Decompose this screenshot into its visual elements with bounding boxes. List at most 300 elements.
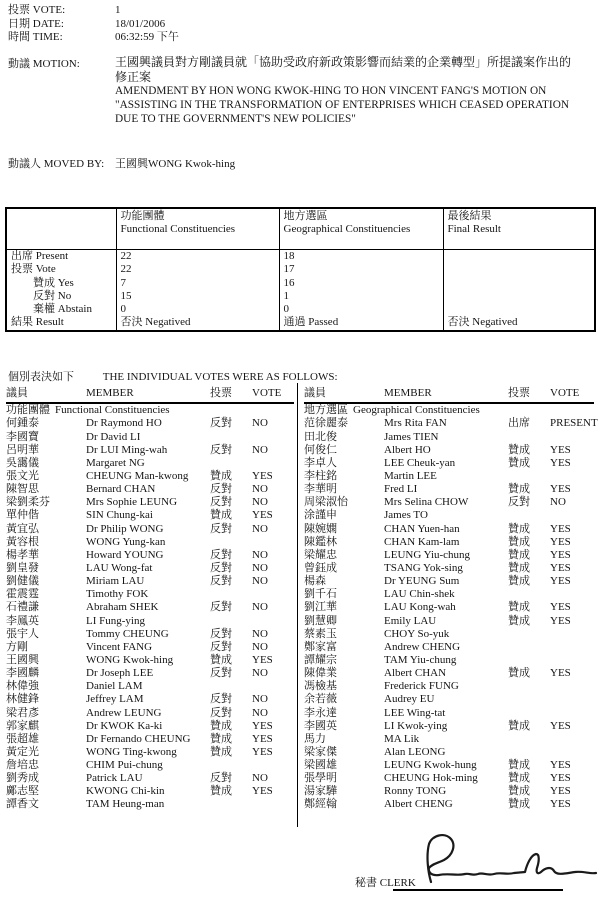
member-vote-en: YES [550, 535, 571, 548]
member-vote-zh: 贊成 [210, 469, 232, 482]
member-row [304, 654, 594, 667]
motion-block [8, 55, 588, 126]
member-name-en: Miriam LAU [86, 575, 145, 588]
member-vote-en [550, 746, 594, 759]
member-name-zh: 梁國雄 [304, 759, 337, 772]
member-row [6, 707, 294, 720]
member-row [304, 733, 594, 746]
member-name-en: CHEUNG Hok-ming [384, 772, 478, 785]
member-vote-zh: 贊成 [210, 653, 232, 666]
member-vote-zh [508, 733, 550, 746]
member-vote-en: YES [550, 443, 571, 456]
member-name-en: Audrey EU [384, 693, 435, 706]
member-name-zh: 詹培忠 [6, 759, 39, 772]
member-name-zh: 劉秀成 [6, 772, 39, 785]
member-name-en: Albert CHAN [384, 667, 447, 680]
member-name-zh: 何鍾泰 [6, 417, 39, 430]
member-row [6, 628, 294, 641]
member-name-en: LAU Wong-fat [86, 561, 153, 574]
summary-row-label: 棄權 Abstain [6, 303, 116, 316]
geographical-column-header [304, 387, 594, 404]
member-vote-zh: 贊成 [508, 719, 530, 732]
member-row [6, 720, 294, 733]
member-name-en: CHEUNG Man-kwong [86, 469, 189, 482]
member-vote-zh: 贊成 [508, 548, 530, 561]
member-name-zh: 李國麟 [6, 667, 39, 680]
member-name-en: Frederick FUNG [384, 680, 459, 693]
vote-number-label: 投票 VOTE: [8, 4, 66, 16]
member-name-en: LEUNG Yiu-chung [384, 548, 471, 561]
member-name-zh: 譚耀宗 [304, 653, 337, 666]
member-name-zh: 梁家傑 [304, 745, 337, 758]
member-vote-en: NO [252, 706, 268, 719]
member-row [304, 628, 594, 641]
member-name-en: WONG Ting-kwong [86, 745, 177, 758]
member-vote-en: YES [550, 483, 571, 496]
member-name-zh: 陳智思 [6, 483, 39, 496]
member-vote-zh: 反對 [210, 627, 232, 640]
member-header-en: MEMBER [86, 387, 134, 399]
member-name-en: Mrs Selina CHOW [384, 496, 469, 509]
member-name-en: Martin LEE [384, 469, 437, 482]
member-row [6, 641, 294, 654]
member-vote-en: NO [252, 496, 268, 509]
member-vote-en: YES [252, 719, 273, 732]
member-row [6, 746, 294, 759]
member-vote-zh [508, 654, 550, 667]
member-row [304, 444, 594, 457]
functional-member-rows [6, 417, 294, 811]
member-name-en: TSANG Yok-sing [384, 561, 463, 574]
time-row [8, 31, 568, 45]
member-vote-en: YES [252, 745, 273, 758]
member-name-zh: 陳偉業 [304, 667, 337, 680]
member-row [6, 588, 294, 601]
member-name-zh: 張宇人 [6, 627, 39, 640]
date-value: 18/01/2006 [115, 17, 166, 30]
summary-final-value: 否決 Negatived [443, 316, 595, 330]
member-name-zh: 吳靄儀 [6, 456, 39, 469]
member-vote-en: YES [550, 667, 571, 680]
member-vote-zh [210, 536, 252, 549]
summary-header-functional [116, 208, 279, 250]
member-name-zh: 林偉強 [6, 680, 39, 693]
member-vote-en: NO [252, 693, 268, 706]
member-name-en: LEUNG Kwok-hung [384, 759, 477, 772]
member-vote-zh: 反對 [210, 561, 232, 574]
member-header-zh: 議員 [6, 387, 28, 399]
vote-header-zh: 投票 [508, 387, 530, 399]
member-vote-zh [508, 588, 550, 601]
member-vote-en: NO [252, 601, 268, 614]
member-name-zh: 周梁淑怡 [304, 496, 348, 509]
member-row [6, 680, 294, 693]
member-name-zh: 黃容根 [6, 535, 39, 548]
geographical-section-zh: 地方選區 [304, 404, 348, 416]
member-row [304, 417, 598, 430]
member-name-zh: 楊孝華 [6, 548, 39, 561]
member-vote-en: YES [550, 548, 571, 561]
member-row [304, 759, 594, 772]
member-row [304, 693, 594, 706]
member-name-zh: 霍震霆 [6, 588, 39, 601]
member-vote-zh: 贊成 [508, 614, 530, 627]
member-vote-zh: 贊成 [508, 561, 530, 574]
member-vote-en: YES [550, 456, 571, 469]
member-name-zh: 單仲偕 [6, 509, 39, 522]
member-row [6, 483, 294, 496]
summary-geographical-value: 16 [279, 277, 443, 290]
member-row [6, 654, 294, 667]
member-name-zh: 湯家驊 [304, 785, 337, 798]
summary-row [6, 250, 595, 264]
functional-column-header [6, 387, 294, 404]
member-name-en: WONG Yung-kan [86, 535, 166, 548]
member-vote-en: NO [252, 627, 268, 640]
date-label: 日期 DATE: [8, 17, 64, 30]
member-row [304, 641, 594, 654]
member-row [6, 759, 294, 772]
member-name-zh: 李鳳英 [6, 614, 39, 627]
member-name-en: WONG Kwok-hing [86, 653, 174, 666]
motion-text [115, 55, 581, 126]
member-name-en: Howard YOUNG [86, 548, 164, 561]
member-name-en: LAU Chin-shek [384, 588, 455, 601]
member-vote-en: NO [252, 772, 268, 785]
member-vote-zh [210, 588, 252, 601]
member-row [304, 667, 594, 680]
member-vote-zh [508, 680, 550, 693]
member-vote-en [550, 733, 594, 746]
member-vote-zh: 贊成 [210, 785, 232, 798]
motion-text-zh: 王國興議員對方剛議員就「協助受政府新政策影響而結業的企業轉型」所提議案作出的修正案 [115, 55, 572, 84]
member-name-zh: 劉江華 [304, 601, 337, 614]
summary-row-label: 贊成 Yes [6, 277, 116, 290]
member-name-en: Ronny TONG [384, 785, 447, 798]
member-vote-zh: 贊成 [508, 522, 530, 535]
vote-summary-table [5, 207, 596, 332]
member-vote-zh: 贊成 [210, 509, 232, 522]
member-vote-zh [508, 628, 550, 641]
member-vote-zh: 贊成 [508, 535, 530, 548]
member-vote-zh [508, 431, 550, 444]
member-name-zh: 林健鋒 [6, 693, 39, 706]
summary-functional-value: 22 [116, 263, 279, 276]
vote-header-zh: 投票 [210, 387, 232, 399]
member-row [6, 562, 294, 575]
member-name-zh: 馮檢基 [304, 680, 337, 693]
member-name-en: SIN Chung-kai [86, 509, 153, 522]
member-vote-zh [508, 509, 550, 522]
member-row [6, 417, 294, 430]
motion-label: 動議 MOTION: [8, 58, 80, 70]
member-vote-en: YES [252, 785, 273, 798]
summary-final-value [443, 277, 595, 290]
member-vote-en [252, 615, 294, 628]
member-name-zh: 郭家麒 [6, 719, 39, 732]
member-vote-en: YES [550, 719, 571, 732]
member-name-en: Patrick LAU [86, 772, 143, 785]
member-name-zh: 李華明 [304, 483, 337, 496]
member-row [6, 509, 294, 522]
member-name-en: Mrs Rita FAN [384, 417, 447, 430]
summary-final-value [443, 263, 595, 276]
member-row [304, 785, 594, 798]
vote-number-row [8, 4, 568, 18]
summary-header-geographical [279, 208, 443, 250]
member-row [304, 483, 594, 496]
member-name-en: Dr Raymond HO [86, 417, 162, 430]
member-name-zh: 張文光 [6, 469, 39, 482]
summary-row [6, 316, 595, 330]
member-vote-zh: 反對 [210, 548, 232, 561]
member-name-zh: 范徐麗泰 [304, 417, 348, 430]
member-name-en: Bernard CHAN [86, 483, 156, 496]
member-name-zh: 李國寶 [6, 430, 39, 443]
member-row [6, 523, 294, 536]
geographical-header-en: Geographical Constituencies [283, 223, 411, 235]
summary-row-label: 出席 Present [6, 250, 116, 264]
member-name-en: Abraham SHEK [86, 601, 159, 614]
member-name-en: Jeffrey LAM [86, 693, 144, 706]
member-vote-zh: 贊成 [210, 732, 232, 745]
member-name-zh: 李國英 [304, 719, 337, 732]
functional-header-zh: 功能團體 [120, 210, 165, 222]
member-vote-en: YES [252, 509, 273, 522]
member-vote-en [550, 654, 594, 667]
member-name-zh: 張學明 [304, 772, 337, 785]
summary-functional-value: 0 [116, 303, 279, 316]
member-row [304, 601, 594, 614]
date-row [8, 18, 568, 32]
member-name-en: LEE Cheuk-yan [384, 456, 456, 469]
summary-final-value [443, 303, 595, 316]
member-name-en: Albert HO [384, 443, 431, 456]
member-name-zh: 呂明華 [6, 443, 39, 456]
member-row [6, 785, 294, 798]
member-vote-en: NO [252, 417, 268, 430]
member-name-en: Alan LEONG [384, 745, 446, 758]
member-name-en: Dr KWOK Ka-ki [86, 719, 163, 732]
member-row [304, 720, 594, 733]
member-name-zh: 何俊仁 [304, 443, 337, 456]
member-vote-en: NO [252, 575, 268, 588]
member-vote-en: YES [252, 732, 273, 745]
member-vote-zh [508, 693, 550, 706]
member-vote-zh: 反對 [210, 772, 232, 785]
member-vote-zh: 反對 [210, 522, 232, 535]
member-name-en: Vincent FANG [86, 640, 153, 653]
member-name-zh: 田北俊 [304, 430, 337, 443]
summary-geographical-value: 17 [279, 263, 443, 276]
member-vote-en [252, 680, 294, 693]
member-vote-en [550, 680, 594, 693]
member-vote-en [550, 628, 594, 641]
member-name-en: CHOY So-yuk [384, 627, 450, 640]
member-vote-en: NO [252, 640, 268, 653]
member-row [304, 523, 594, 536]
member-vote-zh: 贊成 [508, 798, 530, 811]
final-header-zh: 最後結果 [447, 210, 492, 222]
member-vote-zh [210, 759, 252, 772]
member-vote-zh: 贊成 [508, 575, 530, 588]
member-vote-zh: 贊成 [210, 745, 232, 758]
summary-header-row [6, 208, 595, 250]
member-row [304, 496, 594, 509]
member-name-zh: 張超雄 [6, 732, 39, 745]
member-vote-en: YES [550, 772, 571, 785]
member-name-zh: 李卓人 [304, 456, 337, 469]
vote-number-value: 1 [115, 4, 121, 16]
member-name-en: Dr LUI Ming-wah [86, 443, 168, 456]
member-row [6, 536, 294, 549]
member-name-zh: 涂謹申 [304, 509, 337, 522]
member-name-en: Fred LI [384, 483, 418, 496]
final-header-en: Final Result [447, 223, 501, 235]
member-vote-en [252, 431, 294, 444]
member-name-zh: 余若薇 [304, 693, 337, 706]
member-vote-en: NO [252, 522, 268, 535]
member-name-zh: 李永達 [304, 706, 337, 719]
member-name-en: MA Lik [384, 732, 420, 745]
functional-section-zh: 功能團體 [6, 404, 50, 416]
member-vote-en: NO [550, 496, 566, 509]
member-row [6, 615, 294, 628]
member-name-zh: 方剛 [6, 640, 28, 653]
summary-functional-value: 否決 Negatived [116, 316, 279, 330]
member-vote-en [252, 759, 294, 772]
member-vote-en: NO [252, 443, 268, 456]
member-vote-en: YES [252, 653, 273, 666]
member-name-en: LI Kwok-ying [384, 719, 448, 732]
motion-text-en: AMENDMENT BY HON WONG KWOK-HING TO HON VINCENT FANG'S MOTION ON "ASSISTING IN THE TRANSFORMATION OF ENTERPRISES WHICH CEASED OPERATION DUE TO THE GOVERNMENT'S NEW POLICIES" [115, 85, 570, 125]
moved-by-label: 動議人 MOVED BY: [8, 158, 105, 170]
member-row [6, 667, 294, 680]
member-row [304, 509, 594, 522]
member-vote-en [252, 798, 294, 811]
member-vote-zh [508, 470, 550, 483]
member-name-zh: 譚香文 [6, 798, 39, 811]
member-name-en: Emily LAU [384, 614, 437, 627]
vote-header-en: VOTE [550, 387, 580, 399]
member-vote-zh: 反對 [508, 496, 530, 509]
summary-functional-value: 15 [116, 290, 279, 303]
member-name-en: Andrew CHENG [384, 640, 461, 653]
summary-geographical-value: 1 [279, 290, 443, 303]
clerk-signature-scribble-icon [415, 830, 600, 888]
member-name-en: KWONG Chi-kin [86, 785, 165, 798]
clerk-signature-line [393, 889, 563, 891]
summary-geographical-value: 通過 Passed [279, 316, 443, 330]
member-name-zh: 劉皇發 [6, 561, 39, 574]
member-vote-en [252, 536, 294, 549]
time-value: 06:32:59 下午 [115, 31, 179, 43]
summary-functional-value: 22 [116, 250, 279, 264]
member-name-zh: 鄭經翰 [304, 798, 337, 811]
member-vote-zh [210, 798, 252, 811]
geographical-header-zh: 地方選區 [283, 210, 328, 222]
member-name-zh: 陳婉嫻 [304, 522, 337, 535]
member-row [304, 707, 594, 720]
summary-header-final [443, 208, 595, 250]
member-name-en: Dr Philip WONG [86, 522, 164, 535]
member-vote-zh: 贊成 [508, 785, 530, 798]
member-row [6, 470, 294, 483]
member-vote-en [550, 641, 594, 654]
member-name-zh: 黃定光 [6, 745, 39, 758]
member-vote-en: NO [252, 667, 268, 680]
member-name-zh: 劉慧卿 [304, 614, 337, 627]
member-row [304, 562, 594, 575]
individual-votes-title [8, 368, 338, 384]
member-vote-zh: 反對 [210, 693, 232, 706]
member-name-zh: 鄺志堅 [6, 785, 39, 798]
member-name-zh: 梁耀忠 [304, 548, 337, 561]
summary-functional-value: 7 [116, 277, 279, 290]
member-vote-en [550, 693, 594, 706]
member-row [6, 549, 294, 562]
member-vote-zh: 反對 [210, 496, 232, 509]
member-name-en: Mrs Sophie LEUNG [86, 496, 178, 509]
summary-geographical-value: 0 [279, 303, 443, 316]
member-name-en: Margaret NG [86, 456, 145, 469]
member-row [304, 470, 594, 483]
functional-header-en: Functional Constituencies [120, 223, 236, 235]
member-vote-zh: 贊成 [508, 601, 530, 614]
member-name-zh: 黃宜弘 [6, 522, 39, 535]
member-vote-zh [210, 431, 252, 444]
member-vote-en: YES [550, 759, 571, 772]
geographical-votes-column [304, 387, 598, 812]
member-name-zh: 梁君彥 [6, 706, 39, 719]
member-name-en: CHAN Kam-lam [384, 535, 460, 548]
member-name-zh: 石禮謙 [6, 601, 39, 614]
member-vote-en: YES [550, 575, 571, 588]
moved-by-block [8, 155, 588, 171]
member-row [6, 693, 294, 706]
member-vote-en [252, 457, 294, 470]
member-name-en: Daniel LAM [86, 680, 143, 693]
member-row [304, 680, 594, 693]
member-vote-en: YES [550, 601, 571, 614]
member-row [304, 457, 594, 470]
member-row [6, 772, 294, 785]
individual-votes-title-zh: 個別表決如下 [8, 371, 74, 383]
member-vote-en: NO [252, 561, 268, 574]
member-name-zh: 曾鈺成 [304, 561, 337, 574]
member-name-zh: 蔡素玉 [304, 627, 337, 640]
member-vote-en [550, 588, 594, 601]
individual-votes-title-en: THE INDIVIDUAL VOTES WERE AS FOLLOWS: [102, 371, 338, 383]
member-vote-zh: 反對 [210, 706, 232, 719]
member-name-en: TAM Yiu-chung [384, 653, 457, 666]
member-vote-en: YES [550, 798, 571, 811]
member-vote-zh [210, 615, 252, 628]
member-vote-zh [210, 680, 252, 693]
member-name-zh: 陳鑑林 [304, 535, 337, 548]
member-vote-en: YES [550, 614, 571, 627]
summary-row [6, 263, 595, 276]
vote-header-en: VOTE [252, 387, 282, 399]
member-row [6, 444, 294, 457]
member-vote-zh [508, 746, 550, 759]
member-vote-zh: 反對 [210, 483, 232, 496]
member-vote-en [550, 707, 594, 720]
member-name-en: CHAN Yuen-han [384, 522, 460, 535]
member-vote-zh: 反對 [210, 575, 232, 588]
member-header-zh: 議員 [304, 387, 326, 399]
member-vote-zh: 贊成 [508, 483, 530, 496]
